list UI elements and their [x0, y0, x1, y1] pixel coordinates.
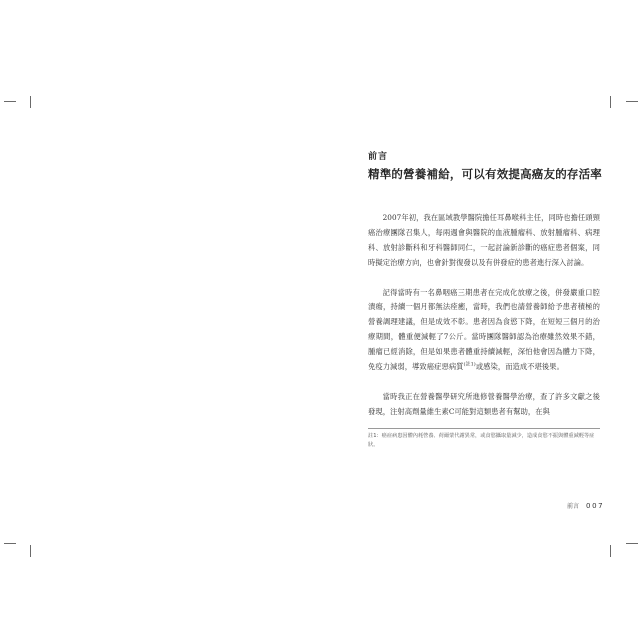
crop-mark: [30, 96, 31, 108]
crop-mark: [30, 545, 31, 557]
body-text: [368, 211, 600, 420]
chapter-title: 精準的營養補給，可以有效提高癌友的存活率: [368, 167, 602, 181]
paragraph-text: 記得當時有一名鼻咽癌三期患者在完成化放療之後，併發嚴重口腔潰瘍，持續一個月都無法痊癒，當時，我們也請營養師給予患者積極的營養調理建議，但是成效不彰。患者因為食慾下降，在短短三個月的治療期間，體重便減輕了7公斤。當時團隊醫師認為治療雖然效果不錯，腫瘤已經消除，但是如果患者體重持續減輕，深怕他會因為體力下降，免疫力減弱，導致癌症惡病質: [368, 287, 600, 372]
running-footer-section: 前言: [567, 503, 580, 510]
paragraph: [368, 286, 600, 375]
crop-mark: [626, 101, 638, 102]
page-number: 007: [586, 502, 605, 510]
crop-mark: [610, 545, 611, 557]
paragraph: 2007年初，我在區域教學醫院擔任耳鼻喉科主任，同時也擔任頭頸癌治療團隊召集人，每兩週會與醫院的血液腫瘤科、放射腫瘤科、病理科、放射診斷科和牙科醫師同仁，一起討論新診斷的癌症患者個案，同時擬定治療方向，也會針對復發以及有併發症的患者進行深入討論。: [368, 213, 600, 267]
page-footer: [567, 501, 604, 510]
footnote: 註1：癌症病患因體內耗營養、荷爾蒙代謝異常，或食慾攝取量減少，造成食慾不振與體重減輕等症狀。: [368, 433, 595, 448]
crop-mark: [626, 543, 638, 544]
footnote-reference: (註1): [463, 361, 476, 368]
crop-mark: [4, 101, 16, 102]
chapter-kicker: 前言: [368, 152, 389, 162]
paragraph: 當時我正在營養醫學研究所進修營養醫學治療，查了許多文獻之後發現，注射高劑量維生素C可能對這類患者有幫助，在與: [368, 391, 600, 416]
paragraph-text: 或感染，而造成不堪後果。: [475, 362, 564, 372]
footnote-divider: [368, 428, 600, 429]
crop-mark: [4, 543, 16, 544]
crop-mark: [610, 96, 611, 108]
